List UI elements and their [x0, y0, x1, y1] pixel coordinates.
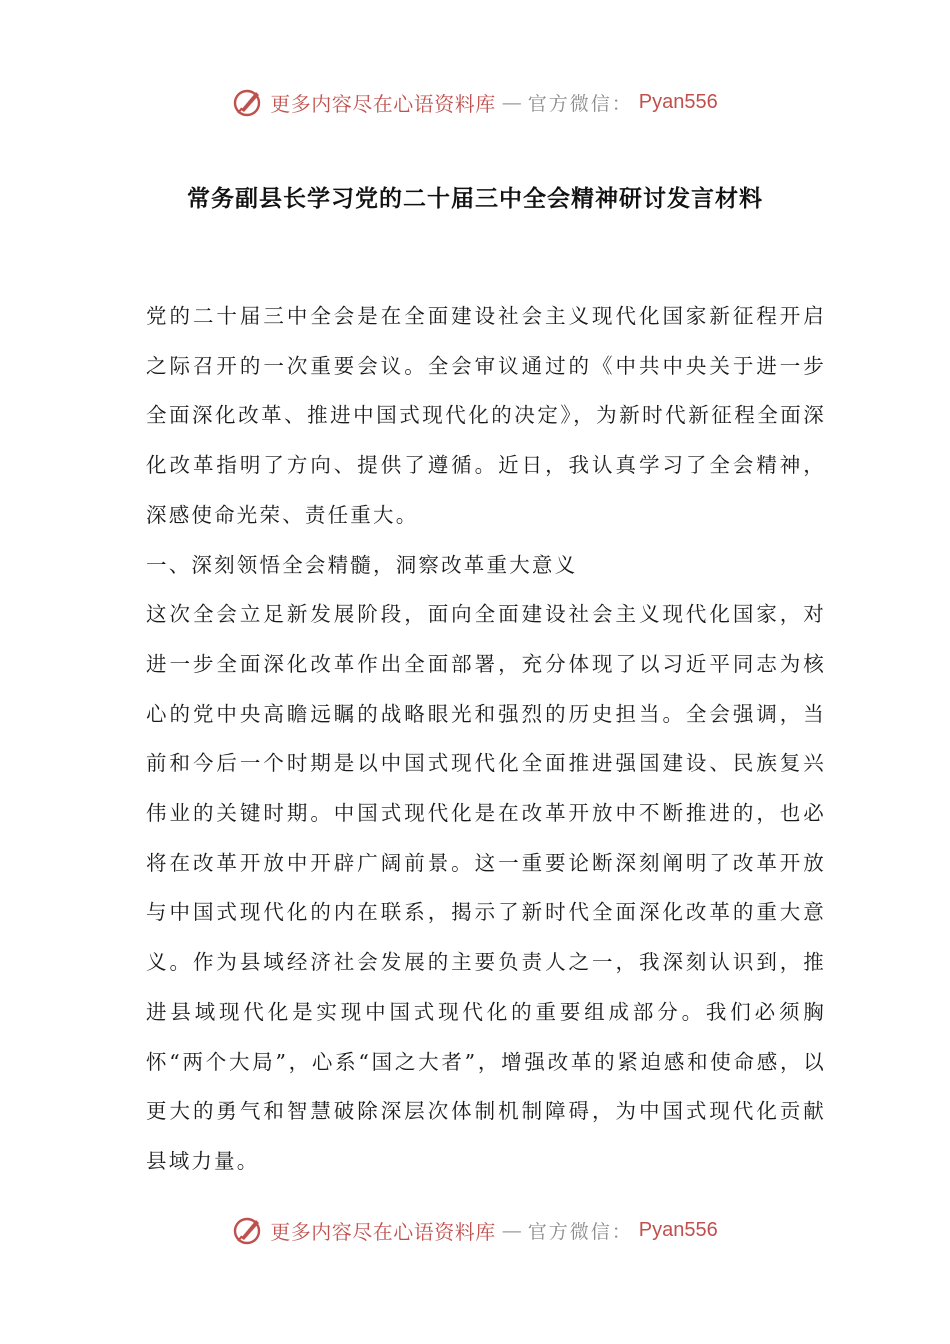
- banner-wechat-id: Pyan556: [638, 1218, 718, 1241]
- banner-official-label: 官方微信：: [527, 92, 633, 115]
- section-heading-1: 一、深刻领悟全会精髓，洞察改革重大意义: [146, 552, 578, 577]
- footer-banner: [0, 1210, 950, 1250]
- quill-pen-icon: [232, 86, 264, 118]
- banner-official-label: 官方微信：: [527, 1220, 633, 1243]
- banner-separator: —: [501, 1218, 522, 1242]
- quill-pen-icon: [232, 1214, 264, 1246]
- document-title: 常务副县长学习党的二十届三中全会精神研讨发言材料: [187, 186, 763, 212]
- banner-wechat-id: Pyan556: [638, 90, 718, 113]
- header-banner: [0, 82, 950, 122]
- document-body: [146, 292, 826, 1187]
- paragraph-intro: 党的二十届三中全会是在全面建设社会主义现代化国家新征程开启之际召开的一次重要会议。全会审议通过的《中共中央关于进一步全面深化改革、推进中国式现代化的决定》，为新时代新征程全面深化改革指明了方向、提供了遵循。近日，我认真学习了全会精神，深感使命光荣、责任重大。: [146, 304, 826, 527]
- banner-text: 更多内容尽在心语资料库: [270, 1219, 496, 1244]
- paragraph-section-1: 这次全会立足新发展阶段，面向全面建设社会主义现代化国家，对进一步全面深化改革作出全面部署，充分体现了以习近平同志为核心的党中央高瞻远瞩的战略眼光和强烈的历史担当。全会强调，当前和今后一个时期是以中国式现代化全面推进强国建设、民族复兴伟业的关键时期。中国式现代化是在改革开放中不断推进的，也必将在改革开放中开辟广阔前景。这一重要论断深刻阐明了改革开放与中国式现代化的内在联系，揭示了新时代全面深化改革的重大意义。作为县域经济社会发展的主要负责人之一，我深刻认识到，推进县域现代化是实现中国式现代化的重要组成部分。我们必须胸怀“两个大局”，心系“国之大者”，增强改革的紧迫感和使命感，以更大的勇气和智慧破除深层次体制机制障碍，为中国式现代化贡献县域力量。: [146, 602, 826, 1173]
- banner-separator: —: [501, 90, 522, 114]
- banner-text: 更多内容尽在心语资料库: [270, 91, 496, 116]
